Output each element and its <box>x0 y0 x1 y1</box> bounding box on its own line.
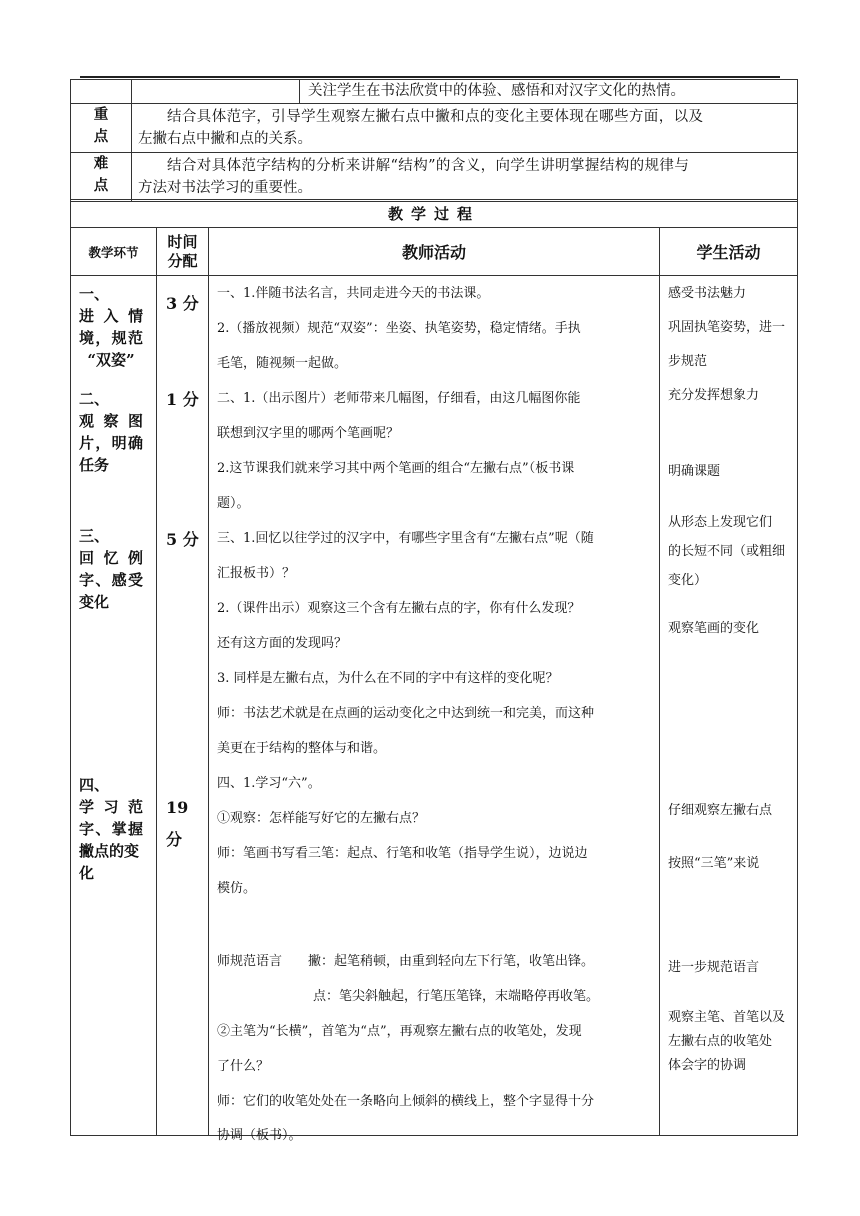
teacher-line: 毛笔，随视频一起做。 <box>217 356 348 371</box>
intro-text: 关注学生在书法欣赏中的体验、感悟和对汉字文化的热情。 <box>300 80 798 104</box>
objectives-table <box>70 79 798 202</box>
key-point-label: 重 点 <box>71 104 132 153</box>
student-line: 观察笔画的变化 <box>668 621 760 636</box>
teacher-line: 2.（播放视频）规范“双姿”：坐姿、执笔姿势，稳定情绪。手执 <box>217 321 581 336</box>
process-table <box>70 199 798 1143</box>
teacher-line: ①观察：怎样能写好它的左撇右点？ <box>217 811 426 826</box>
student-line: 从形态上发现它们 <box>668 515 773 530</box>
header-student: 学生活动 <box>660 228 798 276</box>
teacher-line: 汇报板书）？ <box>217 566 296 581</box>
teacher-line: 师：它们的收笔处处在一条略向上倾斜的横线上，整个字显得十分 <box>217 1094 595 1109</box>
time-column <box>157 276 209 1136</box>
time-4: 19 分 <box>166 798 189 849</box>
teacher-line: 四、1.学习“六”。 <box>217 776 321 791</box>
teacher-line: 协调（板书）。 <box>217 1128 302 1143</box>
difficult-point-label: 难 点 <box>71 153 132 202</box>
student-line: 的长短不同（或粗细 <box>668 544 786 559</box>
header-time: 时间 分配 <box>157 228 209 276</box>
teacher-line: 题）。 <box>217 496 250 511</box>
student-line: 体会字的协调 <box>668 1058 747 1073</box>
stage-1: 一、 进入情 境，规范 “双姿” <box>79 285 143 369</box>
time-3: 5 分 <box>166 530 199 549</box>
teacher-line: 美更在于结构的整体与和谐。 <box>217 741 387 756</box>
teacher-line: 还有这方面的发现吗？ <box>217 636 348 651</box>
student-line: 感受书法魅力 <box>668 286 747 301</box>
stage-3: 三、 回忆例 字、感受 变化 <box>79 527 143 611</box>
teacher-line: ②主笔为“长横”，首笔为“点”，再观察左撇右点的收笔处，发现 <box>217 1024 582 1039</box>
teacher-line: 点：笔尖斜触起，行笔压笔锋，末端略停再收笔。 <box>313 989 600 1004</box>
stage-4: 四、 学习范 字、掌握 撇点的变 化 <box>79 776 143 882</box>
stage-column <box>71 276 157 1136</box>
blank-cell <box>71 80 132 104</box>
process-title: 教学过程 <box>71 200 798 228</box>
teacher-line: 模仿。 <box>217 881 257 896</box>
student-line: 变化） <box>668 573 708 588</box>
header-rule <box>80 76 780 78</box>
time-1: 3 分 <box>166 294 199 313</box>
student-column <box>660 276 798 1136</box>
teacher-line: 2.（课件出示）观察这三个含有左撇右点的字，你有什么发现？ <box>217 601 581 616</box>
key-point-text: 结合具体范字，引导学生观察左撇右点中撇和点的变化主要体现在哪些方面，以及 左撇右点中撇和点的关系。 <box>132 104 798 153</box>
student-line: 充分发挥想象力 <box>668 388 760 403</box>
teacher-line: 师：笔画书写看三笔：起点、行笔和收笔（指导学生说），边说边 <box>217 846 588 861</box>
teacher-line: 联想到汉字里的哪两个笔画呢？ <box>217 426 400 441</box>
header-stage: 教学环节 <box>71 228 157 276</box>
student-line: 左撇右点的收笔处 <box>668 1034 773 1049</box>
student-line: 按照“三笔”来说 <box>668 856 760 871</box>
student-line: 巩固执笔姿势，进一 <box>668 320 786 335</box>
teacher-line: 了什么？ <box>217 1059 270 1074</box>
stage-2: 二、 观察图 片，明确 任务 <box>79 390 143 474</box>
student-line: 进一步规范语言 <box>668 960 760 975</box>
teacher-line: 一、1.伴随书法名言，共同走进今天的书法课。 <box>217 286 490 301</box>
teacher-line: 2.这节课我们就来学习其中两个笔画的组合“左撇右点”（板书课 <box>217 461 575 476</box>
teacher-line: 3. 同样是左撇右点，为什么在不同的字中有这样的变化呢？ <box>217 671 559 686</box>
student-line: 观察主笔、首笔以及 <box>668 1010 786 1025</box>
student-line: 仔细观察左撇右点 <box>668 803 773 818</box>
teacher-line: 三、1.回忆以往学过的汉字中，有哪些字里含有“左撇右点”呢（随 <box>217 531 594 546</box>
teacher-line: 师规范语言 撇：起笔稍顿，由重到轻向左下行笔，收笔出锋。 <box>217 954 595 969</box>
difficult-point-text: 结合对具体范字结构的分析来讲解“结构”的含义，向学生讲明掌握结构的规律与 方法对书法学习的重要性。 <box>132 153 798 202</box>
teacher-column <box>209 276 660 1143</box>
student-line: 明确课题 <box>668 464 721 479</box>
teacher-line: 二、1.（出示图片）老师带来几幅图，仔细看，由这几幅图你能 <box>217 391 581 406</box>
teacher-line: 师：书法艺术就是在点画的运动变化之中达到统一和完美，而这种 <box>217 706 595 721</box>
blank-cell <box>132 80 300 104</box>
student-line: 步规范 <box>668 354 708 369</box>
time-2: 1 分 <box>166 390 199 409</box>
header-teacher: 教师活动 <box>209 228 660 276</box>
